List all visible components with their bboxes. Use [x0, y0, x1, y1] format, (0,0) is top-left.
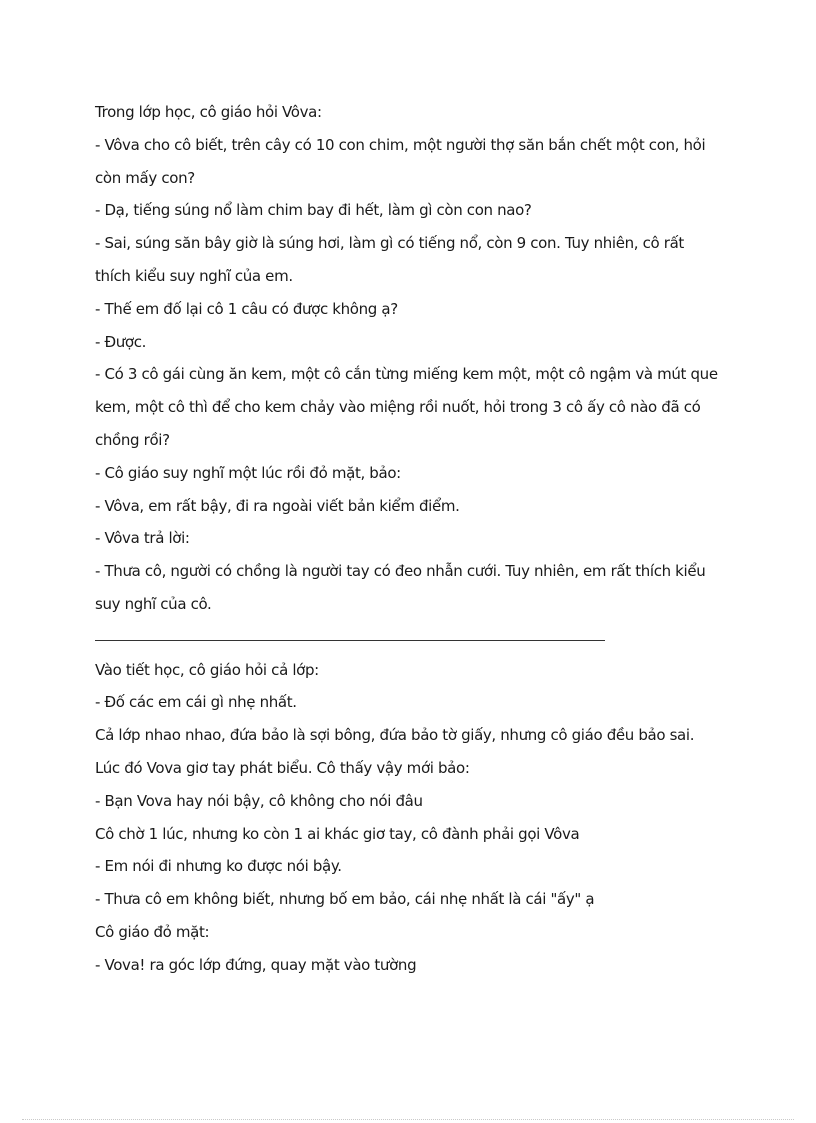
- text-line: Cô giáo đỏ mặt:: [95, 922, 210, 941]
- story-two: [95, 654, 735, 982]
- separator: [95, 621, 735, 654]
- text-line: - Thưa cô em không biết, nhưng bố em bảo, cái nhẹ nhất là cái "ấy" ạ: [95, 890, 595, 909]
- text-line: chồng rồi?: [95, 430, 170, 449]
- text-line: - Bạn Vova hay nói bậy, cô không cho nói đâu: [95, 791, 423, 810]
- text-line: kem, một cô thì để cho kem chảy vào miệng rồi nuốt, hỏi trong 3 cô ấy cô nào đã có: [95, 398, 701, 417]
- text-line: - Cô giáo suy nghĩ một lúc rồi đỏ mặt, bảo:: [95, 463, 401, 482]
- text-line: - Vôva cho cô biết, trên cây có 10 con chim, một người thợ săn bắn chết một con, hỏi: [95, 135, 706, 154]
- text-line: Cô chờ 1 lúc, nhưng ko còn 1 ai khác giơ tay, cô đành phải gọi Vôva: [95, 824, 580, 843]
- text-line: - Thưa cô, người có chồng là người tay có đeo nhẫn cưới. Tuy nhiên, em rất thích kiểu: [95, 562, 706, 581]
- text-line: - Sai, súng săn bây giờ là súng hơi, làm gì có tiếng nổ, còn 9 con. Tuy nhiên, cô rất: [95, 234, 684, 253]
- text-line: Vào tiết học, cô giáo hỏi cả lớp:: [95, 660, 319, 679]
- text-line: - Có 3 cô gái cùng ăn kem, một cô cắn từng miếng kem một, một cô ngậm và mút que: [95, 365, 718, 384]
- page-bottom-border: [22, 1119, 794, 1120]
- text-line: Lúc đó Vova giơ tay phát biểu. Cô thấy vậy mới bảo:: [95, 758, 470, 777]
- text-line: còn mấy con?: [95, 168, 195, 187]
- text-line: Trong lớp học, cô giáo hỏi Vôva:: [95, 103, 322, 121]
- text-line: - Vôva, em rất bậy, đi ra ngoài viết bản kiểm điểm.: [95, 496, 460, 515]
- text-line: - Em nói đi nhưng ko được nói bậy.: [95, 857, 342, 876]
- separator-rule: [95, 640, 605, 641]
- text-line: suy nghĩ của cô.: [95, 594, 212, 613]
- text-line: - Vova! ra góc lớp đứng, quay mặt vào tường: [95, 955, 417, 974]
- text-line: thích kiểu suy nghĩ của em.: [95, 266, 293, 285]
- text-line: Cả lớp nhao nhao, đứa bảo là sợi bông, đứa bảo tờ giấy, nhưng cô giáo đều bảo sai.: [95, 726, 695, 745]
- text-line: - Đố các em cái gì nhẹ nhất.: [95, 693, 297, 712]
- story-one: [95, 96, 735, 621]
- text-line: - Được.: [95, 332, 147, 351]
- text-line: - Dạ, tiếng súng nổ làm chim bay đi hết, làm gì còn con nao?: [95, 201, 532, 220]
- text-line: - Thế em đố lại cô 1 câu có được không ạ?: [95, 299, 398, 318]
- text-line: - Vôva trả lời:: [95, 529, 190, 548]
- document-text: [95, 96, 735, 982]
